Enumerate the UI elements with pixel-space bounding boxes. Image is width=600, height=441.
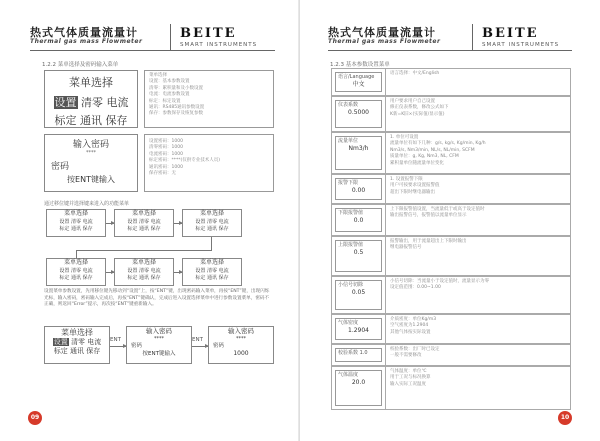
flow-connector (76, 250, 212, 251)
brand-logo: BEITE (180, 26, 237, 41)
gas-temp-lcd: 气体温度 20.0 (335, 370, 382, 406)
flow-arrow (174, 272, 182, 273)
param-row-language: 语言/Language 中文 语言选择：中文/English (331, 68, 571, 96)
password-title: 输入密码 (72, 140, 109, 150)
param-row-alarm-low: 报警下限 0.00 1. 设置报警下限 用户可按要求设置报警值 超出下限时继电器输出 (331, 174, 571, 204)
alarm-low-lcd: 报警下限 0.00 (335, 178, 382, 200)
menu-item-comm[interactable]: 通讯 (80, 114, 102, 127)
password-value: 1000 (233, 350, 249, 357)
bottom-menu-settings[interactable]: 设置 (53, 338, 68, 346)
flow-box-5: 菜单选择 设置 清零 电流 标定 通讯 保存 (114, 258, 174, 286)
flow-box-1: 菜单选择 设置 清零 电流 标定 通讯 保存 (46, 209, 106, 237)
param-row-high-alarm-value: 上限报警值 0.5 报警输出，用于流量超出上下限时输出 继电器报警信号 (331, 236, 571, 276)
password-stars: **** (86, 150, 96, 156)
menu-description: 菜单选择 设置：基本参数设置 清零：累积量和及小数设置 电流：电流参数设置 标定：标定设置 通讯：RS485通讯参数设置 保存：参数保存及恢复参数 (144, 70, 274, 128)
flow-arrow (106, 223, 114, 224)
param-row-low-alarm-value: 下限报警值 0.0 上下限报警值设置，当流量低于或高于设定值时 输出报警信号，报警值以流量单位显示 (331, 204, 571, 236)
flow-arrow (211, 237, 212, 251)
flow-caption: 通过移位键并选择键来进入的功能菜单 (44, 201, 130, 207)
password-description: 设置密码：1000 清零密码：1000 电流密码：1000 标定密码：****(仅供专业技术人员) 通讯密码：1000 保存密码：无 (144, 134, 274, 192)
ent-label: ENT (192, 337, 203, 343)
menu-item-save[interactable]: 保存 (105, 114, 128, 127)
density-lcd: 气体密度 1.2904 (335, 318, 382, 340)
flow-arrow (174, 223, 182, 224)
section-heading: 1.2.3 基本参数设置菜单 (330, 62, 390, 68)
brand-logo: BEITE (482, 26, 539, 41)
procedure-paragraph: 设置菜单参数设置，先用移位键先移动到“设置”上，按“ENT”键，出现密码输入菜单，再按“ENT”键，出现闪烁光标，输入密码，密码输入完成后，再按“ENT”键确认，完成后进入设置选择菜单中进行参数设置菜单，密码不正确，则返回“Error”提示，再次按“ENT”键重新输入。 (44, 289, 270, 308)
ent-arrow (192, 346, 208, 347)
language-lcd: 语言/Language 中文 (335, 72, 382, 92)
header-rule (30, 50, 275, 51)
param-row-meter-factor: 仪表系数 0.5000 用户要求用户自己设置 修正仪表系数，修改公式如下 K新=K旧×(实际值/显示值) (331, 96, 571, 132)
bottom-menu-lcd: 菜单选择 设置 清零 电流 标定 通讯 保存 (44, 326, 110, 364)
param-row-calibration: 校验系数 1.0 校验系数：出厂时已设定 一般不需要修改 (331, 344, 571, 366)
flow-box-3: 菜单选择 设置 清零 电流 标定 通讯 保存 (182, 209, 242, 237)
flow-unit-lcd: 流量单位 Nm3/h (335, 136, 382, 170)
menu-item-current[interactable]: 电流 (106, 96, 129, 109)
header-title: 热式气体质量流量计 (30, 26, 138, 39)
ent-label: ENT (110, 337, 121, 343)
low-alarm-lcd: 下限报警值 0.0 (335, 208, 382, 232)
flow-box-2: 菜单选择 设置 清零 电流 标定 通讯 保存 (114, 209, 174, 237)
page-number: 09 (28, 411, 42, 425)
header-rule (328, 50, 572, 51)
header-subtitle: Thermal gas mass Flowmeter (328, 38, 441, 45)
header-title: 热式气体质量流量计 (328, 26, 436, 39)
high-alarm-lcd: 上限报警值 0.5 (335, 240, 382, 272)
menu-lcd (44, 70, 138, 128)
bottom-password-lcd: 输入密码 **** 密码 按ENT键输入 (126, 326, 192, 364)
cutoff-lcd: 小信号切除 0.05 (335, 280, 382, 310)
param-row-gas-temp: 气体温度 20.0 气体温度：单位℃ 用于工况与标况换算 输入实际工况温度 (331, 366, 571, 410)
brand-subtitle: SMART INSTRUMENTS (482, 42, 560, 48)
flow-arrow (76, 250, 77, 258)
flow-arrow (106, 272, 114, 273)
password-hint: 按ENT键输入 (67, 175, 115, 184)
param-row-flow-unit: 流量单位 Nm3/h 1. 单位可设置 流量单位有如下几种：g/s, kg/s, Kg/min, Kg/h Nm3/s, Nm3/min, NL/s, NL/min, SCFM 质量单位：g, Kg, Nm3, NL, CFM 累积量单位随流量单位变化 (331, 132, 571, 174)
page-number: 10 (558, 411, 572, 425)
flow-box-6: 菜单选择 设置 清零 电流 标定 通讯 保存 (182, 258, 242, 286)
menu-lcd-title: 菜单选择 (69, 76, 113, 89)
calibration-lcd: 校验系数 1.0 (335, 348, 382, 362)
menu-item-calibrate[interactable]: 标定 (54, 114, 77, 127)
section-heading: 1.2.2 菜单选择及密码输入菜单 (42, 62, 119, 68)
header-divider (170, 24, 171, 50)
bottom-password-entered-lcd: 输入密码 **** 密码 1000 (208, 326, 274, 364)
ent-arrow (110, 346, 126, 347)
header-divider (472, 24, 473, 50)
header-subtitle: Thermal gas mass Flowmeter (30, 38, 143, 45)
menu-item-settings[interactable]: 设置 (54, 96, 77, 109)
brand-subtitle: SMART INSTRUMENTS (180, 42, 258, 48)
flow-box-4: 菜单选择 设置 清零 电流 标定 通讯 保存 (46, 258, 106, 286)
menu-item-clear[interactable]: 清零 (81, 96, 103, 109)
param-row-density: 气体密度 1.2904 介质密度：单位Kg/m3 空气密度为1.2904 其他气体按实际设置 (331, 314, 571, 344)
password-lcd (44, 134, 138, 192)
param-row-cutoff: 小信号切除 0.05 小信号切除：当流量小于设定值时，流量显示为零 设定值范围：0.00~1.00 (331, 276, 571, 314)
meter-factor-lcd: 仪表系数 0.5000 (335, 100, 382, 128)
password-label: 密码 (51, 162, 70, 172)
